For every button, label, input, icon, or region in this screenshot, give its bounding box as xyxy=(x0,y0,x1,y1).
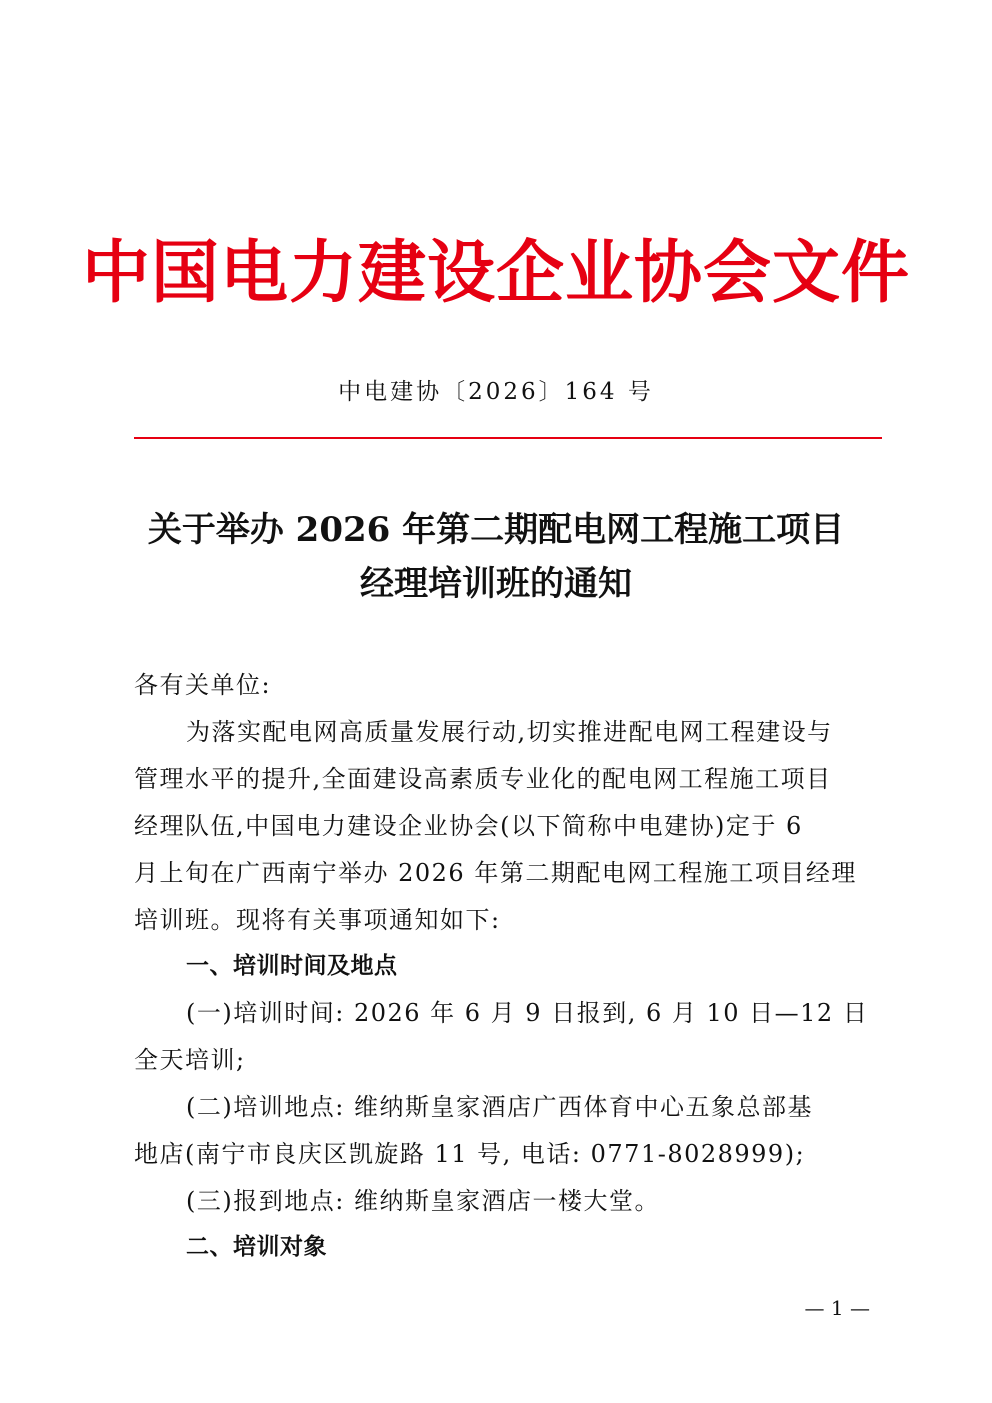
notice-title-line-2: 经理培训班的通知 xyxy=(360,564,632,604)
salutation: 各有关单位: xyxy=(134,671,272,699)
notice-title xyxy=(0,503,992,611)
intro-line-1: 为落实配电网高质量发展行动,切实推进配电网工程建设与 xyxy=(186,718,833,746)
section-heading-2: 二、培训对象 xyxy=(186,1234,327,1260)
section-heading-1: 一、培训时间及地点 xyxy=(186,953,398,979)
page-number: — 1 — xyxy=(804,1296,870,1320)
red-separator-line xyxy=(134,437,882,439)
intro-line-3: 经理队伍,中国电力建设企业协会(以下简称中电建协)定于 6 xyxy=(134,812,803,840)
intro-line-4: 月上旬在广西南宁举办 2026 年第二期配电网工程施工项目经理 xyxy=(134,859,857,887)
item-2-line-1: (二)培训地点: 维纳斯皇家酒店广西体育中心五象总部基 xyxy=(186,1093,813,1121)
item-3: (三)报到地点: 维纳斯皇家酒店一楼大堂。 xyxy=(186,1187,660,1215)
document-number: 中电建协〔2026〕164 号 xyxy=(338,379,654,405)
intro-line-2: 管理水平的提升,全面建设高素质专业化的配电网工程施工项目 xyxy=(134,765,832,793)
item-1-line-2: 全天培训; xyxy=(134,1046,246,1074)
masthead-title: 中国电力建设企业协会文件 xyxy=(81,233,910,313)
item-2-line-2: 地店(南宁市良庆区凯旋路 11 号, 电话: 0771-8028999); xyxy=(134,1140,806,1168)
notice-title-line-1: 关于举办 2026 年第二期配电网工程施工项目 xyxy=(147,510,845,550)
item-1-line-1: (一)培训时间: 2026 年 6 月 9 日报到, 6 月 10 日—12 日 xyxy=(186,999,869,1027)
intro-line-5: 培训班。现将有关事项通知如下: xyxy=(134,906,501,934)
